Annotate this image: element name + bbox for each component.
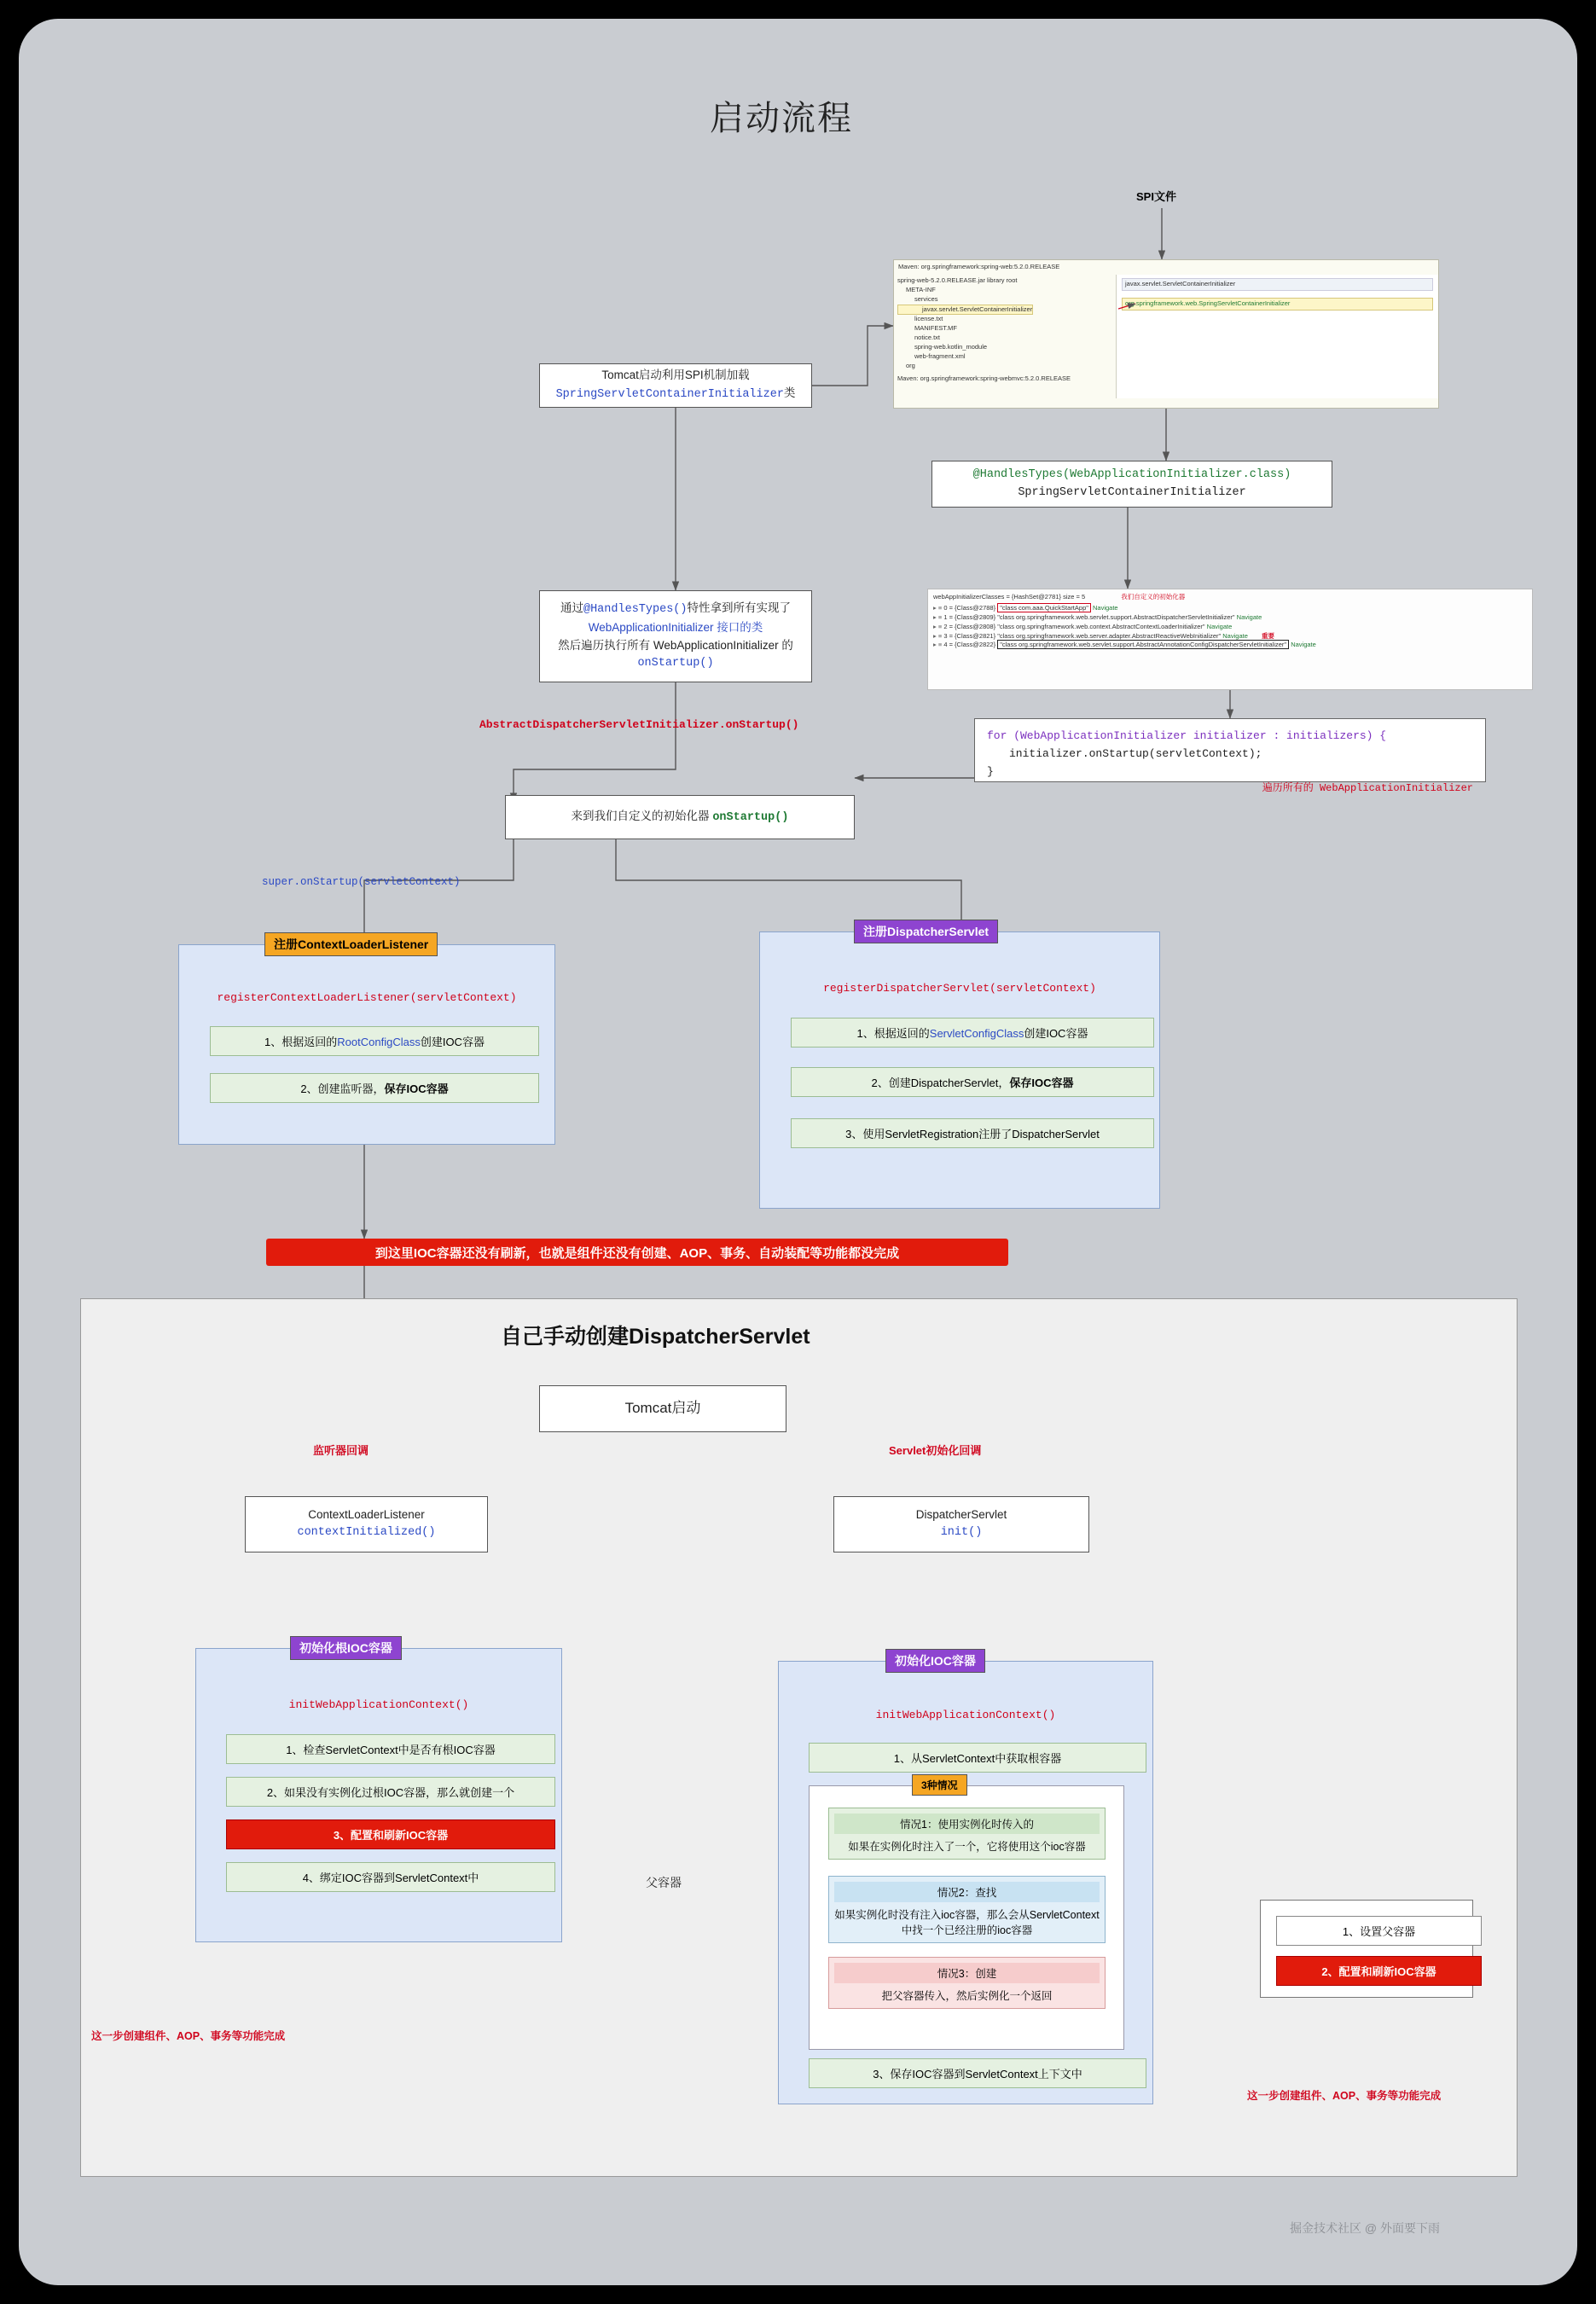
ide-row: ▸ ≡ 3 = {Class@2821} "class org.springframework.web.server.adapter.AbstractReactiveWebInitializer" Navigate 重要 — [933, 631, 1274, 640]
ide-line-highlight: javax.servlet.ServletContainerInitializer — [897, 305, 1033, 316]
listener-callback-label: 监听器回调 — [313, 1444, 369, 1457]
for-close: } — [987, 764, 994, 778]
ide-row: ▸ ≡ 1 = {Class@2809} "class org.springframework.web.servlet.support.AbstractDispatcherServletInitializer" Navigate — [933, 612, 1262, 621]
ide-mid-note: 我们自定义的初始化器 — [1121, 593, 1186, 601]
root-ioc-note: 这一步创建组件、AOP、事务等功能完成 — [91, 2030, 286, 2042]
ide-line: spring-web-5.2.0.RELEASE.jar library root — [897, 276, 1018, 284]
left-panel-method: registerContextLoaderListener(servletContext) — [217, 991, 517, 1004]
right-panel-item: 1、根据返回的ServletConfigClass创建IOC容器 — [791, 1018, 1154, 1048]
handles-types-box — [931, 461, 1332, 508]
for-keyword: for (WebApplicationInitializer initializer : initializers) { — [987, 729, 1387, 742]
ide-mid-header: webAppInitializerClasses = {HashSet@2781} size = 5 — [933, 593, 1086, 601]
for-note: 遍历所有的 WebApplicationInitializer — [1262, 782, 1473, 795]
tomcat-spi-line2: SpringServletContainerInitializer — [555, 388, 784, 401]
contextloaderlistener-box: ContextLoaderListener contextInitialized() — [245, 1496, 488, 1552]
ide-line: Maven: org.springframework:spring-web:5.2.0.RELEASE — [898, 263, 1060, 270]
ide-row: ▸ ≡ 4 = {Class@2822} "class org.springframework.web.servlet.support.AbstractAnnotationConfigDispatcherServletInitializer" Navigate — [933, 641, 1316, 649]
ide-line: license.txt — [914, 315, 943, 323]
ioc-not-refreshed-banner: 到这里IOC容器还没有刷新，也就是组件还没有创建、AOP、事务、自动装配等功能都没完成 — [266, 1239, 1008, 1266]
ide-line: notice.txt — [914, 334, 941, 342]
root-ioc-item: 4、绑定IOC容器到ServletContext中 — [226, 1862, 555, 1892]
handles-types-line2: SpringServletContainerInitializer — [1018, 485, 1246, 499]
left-panel-item: 1、根据返回的RootConfigClass创建IOC容器 — [210, 1026, 539, 1056]
ide-row: ▸ ≡ 2 = {Class@2808} "class org.springframework.web.context.AbstractContextLoaderInitializer" Navigate — [933, 622, 1233, 630]
ci-l1: 来到我们自定义的初始化器 — [571, 809, 713, 822]
child-ioc-badge: 初始化IOC容器 — [885, 1649, 985, 1673]
ide-line: spring-web.kotlin_module — [914, 343, 988, 351]
section2-title: 自己手动创建DispatcherServlet — [501, 1325, 810, 1349]
root-ioc-badge: 初始化根IOC容器 — [290, 1636, 402, 1660]
diagram-board — [19, 19, 1577, 2285]
hd-l1a: 通过 — [560, 601, 583, 615]
cases-group — [809, 1779, 1124, 2050]
right-panel-method: registerDispatcherServlet(servletContext) — [823, 982, 1096, 995]
ide-initializer-list — [927, 589, 1533, 690]
cases-badge: 3种情况 — [912, 1774, 967, 1796]
set-parent-item: 1、设置父容器 — [1276, 1916, 1482, 1946]
child-ioc-item3: 3、保存IOC容器到ServletContext上下文中 — [809, 2058, 1146, 2088]
ide-line: Maven: org.springframework:spring-webmvc:5.2.0.RELEASE — [897, 374, 1071, 382]
right-panel-badge: 注册DispatcherServlet — [854, 920, 998, 943]
handles-types-line1: @HandlesTypes(WebApplicationInitializer.class) — [972, 467, 1291, 481]
root-ioc-item: 2、如果没有实例化过根IOC容器，那么就创建一个 — [226, 1777, 555, 1807]
watermark: 掘金技术社区 @ 外面要下雨 — [1290, 2221, 1440, 2235]
child-ioc-note: 这一步创建组件、AOP、事务等功能完成 — [1247, 2090, 1442, 2102]
root-ioc-method: initWebApplicationContext() — [288, 1698, 469, 1711]
ide-row: ▸ ≡ 0 = {Class@2788} "class com.aaa.QuickStartApp" Navigate — [933, 603, 1118, 612]
dispatcherservlet-box: DispatcherServlet init() — [833, 1496, 1089, 1552]
tomcat-start-box: Tomcat启动 — [539, 1385, 786, 1432]
hd-l4: onStartup() — [637, 656, 714, 670]
handles-desc-box — [539, 590, 812, 682]
register-contextloaderlistener-panel — [178, 937, 555, 1145]
hd-l1c: 特性拿到所有实现了 — [687, 601, 792, 615]
right-panel-item: 2、创建DispatcherServlet，保存IOC容器 — [791, 1067, 1154, 1097]
case-3: 情况3：创建 把父容器传入，然后实例化一个返回 — [828, 1957, 1106, 2009]
for-body: initializer.onStartup(servletContext); — [1009, 746, 1262, 760]
case-1: 情况1：使用实例化时传入的 如果在实例化时注入了一个，它将使用这个ioc容器 — [828, 1808, 1106, 1860]
left-panel-badge: 注册ContextLoaderListener — [264, 932, 438, 956]
tomcat-spi-line1: Tomcat启动利用SPI机制加载 — [601, 369, 750, 382]
parent-container-label: 父容器 — [646, 1876, 682, 1889]
root-ioc-panel — [195, 1641, 562, 1942]
tomcat-spi-box — [539, 363, 812, 408]
right-panel-item: 3、使用ServletRegistration注册了DispatcherServlet — [791, 1118, 1154, 1148]
super-onstartup-label: super.onStartup(servletContext) — [262, 876, 461, 888]
ide-tab: javax.servlet.ServletContainerInitializer — [1122, 278, 1433, 291]
ide-line: services — [914, 294, 938, 303]
servlet-callback-label: Servlet初始化回调 — [889, 1444, 982, 1457]
left-panel-item: 2、创建监听器，保存IOC容器 — [210, 1073, 539, 1103]
child-ioc-method: initWebApplicationContext() — [875, 1709, 1056, 1721]
abstract-initializer-label: AbstractDispatcherServletInitializer.onStartup() — [479, 718, 799, 731]
for-loop-code-box — [974, 718, 1486, 795]
refresh-ioc-item: 2、配置和刷新IOC容器 — [1276, 1956, 1482, 1986]
root-ioc-item-highlight: 3、配置和刷新IOC容器 — [226, 1819, 555, 1849]
ide-line: META-INF — [906, 285, 936, 293]
tomcat-spi-line3: 类 — [783, 386, 796, 399]
case-2: 情况2：查找 如果实例化时没有注入ioc容器，那么会从ServletContext 中找一个已经注册的ioc容器 — [828, 1876, 1106, 1943]
ide-content-line: org.springframework.web.SpringServletContainerInitializer — [1122, 298, 1433, 310]
ide-line: web-fragment.xml — [914, 351, 966, 360]
ide-jar-tree — [893, 259, 1439, 409]
root-ioc-item: 1、检查ServletContext中是否有根IOC容器 — [226, 1734, 555, 1764]
child-ioc-item1: 1、从ServletContext中获取根容器 — [809, 1743, 1146, 1773]
hd-l1b: @HandlesTypes() — [583, 603, 688, 617]
ci-l2: onStartup() — [712, 810, 789, 824]
ide-line: MANIFEST.MF — [914, 324, 957, 333]
hd-l3: 然后遍历执行所有 WebApplicationInitializer 的 — [558, 639, 793, 652]
page-title: 启动流程 — [710, 100, 853, 137]
spi-file-label: SPI文件 — [1136, 190, 1176, 203]
custom-initializer-box — [505, 795, 855, 839]
child-ioc-panel — [778, 1654, 1153, 2104]
set-parent-panel — [1260, 1900, 1473, 1998]
register-dispatcherservlet-panel — [759, 925, 1160, 1209]
ide-line: org — [906, 361, 915, 369]
hd-l2: WebApplicationInitializer 接口的类 — [588, 621, 763, 635]
